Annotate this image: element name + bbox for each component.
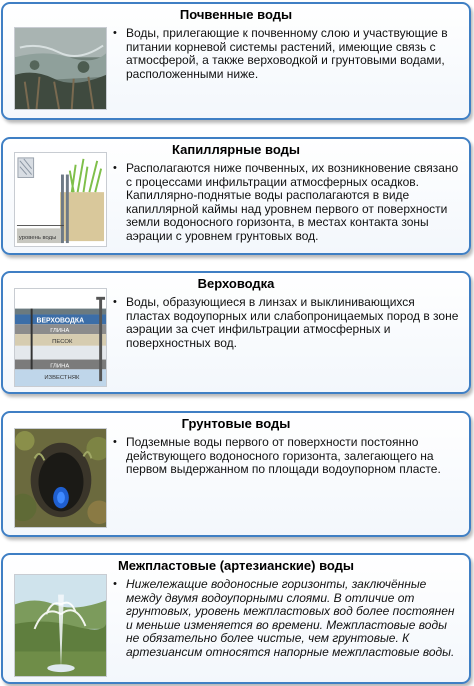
card-artesian-water	[1, 553, 471, 684]
layer-label: ПЕСОК	[52, 338, 73, 345]
card-description-text: Располагаются ниже почвенных, их возникновение связано с процессами инфильтрации атмосферных осадков. Капиллярно-поднятые воды располагаются в виде капиллярной каймы над уровнем первого от поверхности земли водоносного горизонта, в местах контакта зоны аэрации с уровнем грунтовых вод.	[126, 161, 459, 243]
card-description	[113, 436, 461, 477]
card-description-text: Воды, прилегающие к почвенному слою и участвующие в питании корневой системы растений, имеющие связь с атмосферой, а также верховодкой и грунтовыми водами, расположенными ниже.	[126, 26, 448, 81]
card-title: Грунтовые воды	[181, 416, 291, 431]
bullet-icon: •	[113, 162, 117, 174]
capillary-water-diagram	[14, 152, 107, 247]
layer-label: ГЛИНА	[50, 328, 70, 335]
layer-label: ГЛИНА	[50, 363, 70, 370]
card-capillary-water	[1, 137, 471, 255]
card-title: Верховодка	[197, 276, 275, 291]
perched-water-diagram	[14, 288, 107, 387]
layer-label: ИЗВЕСТНЯК	[44, 375, 80, 382]
soil-water-photo	[14, 27, 107, 110]
card-groundwater	[1, 411, 471, 537]
card-description	[113, 578, 461, 660]
layer-label: ВЕРХОВОДКА	[36, 317, 85, 325]
card-description	[113, 162, 461, 244]
card-description-text: Подземные воды первого от поверхности постоянно действующего водоносного горизонта, залегающего на первом выдержанном по площади водоупорном пласте.	[126, 435, 441, 477]
artesian-fountain-photo	[14, 574, 107, 677]
bullet-icon: •	[113, 27, 117, 39]
card-perched-water	[1, 271, 471, 394]
card-description-text: Нижележащие водоносные горизонты, заключённые между двумя водоупорными слоями. В отличие от грунтовых, уровень межпластовых вод более постоянен и меньше изменяется во времени. Межпластовые воды не обязательно более чистые, чем грунтовые. К артезиансим относятся напорные межпластовые воды.	[126, 577, 455, 659]
card-title: Капиллярные воды	[172, 142, 300, 157]
card-title: Почвенные воды	[179, 7, 293, 22]
bullet-icon: •	[113, 578, 117, 590]
card-title: Межпластовые (артезианские) воды	[117, 558, 355, 573]
card-description	[113, 296, 461, 350]
diagram-label: уровень воды	[18, 235, 57, 242]
bullet-icon: •	[113, 436, 117, 448]
card-description-text: Воды, образующиеся в линзах и выклинивающихся пластах водоупорных или слабопроницаемых пород в зоне аэрации за счет инфильтрации атмосферных и поверхностных вод.	[126, 295, 459, 350]
bullet-icon: •	[113, 296, 117, 308]
well-photo	[14, 428, 107, 528]
card-description	[113, 27, 461, 81]
card-soil-water	[1, 2, 471, 120]
